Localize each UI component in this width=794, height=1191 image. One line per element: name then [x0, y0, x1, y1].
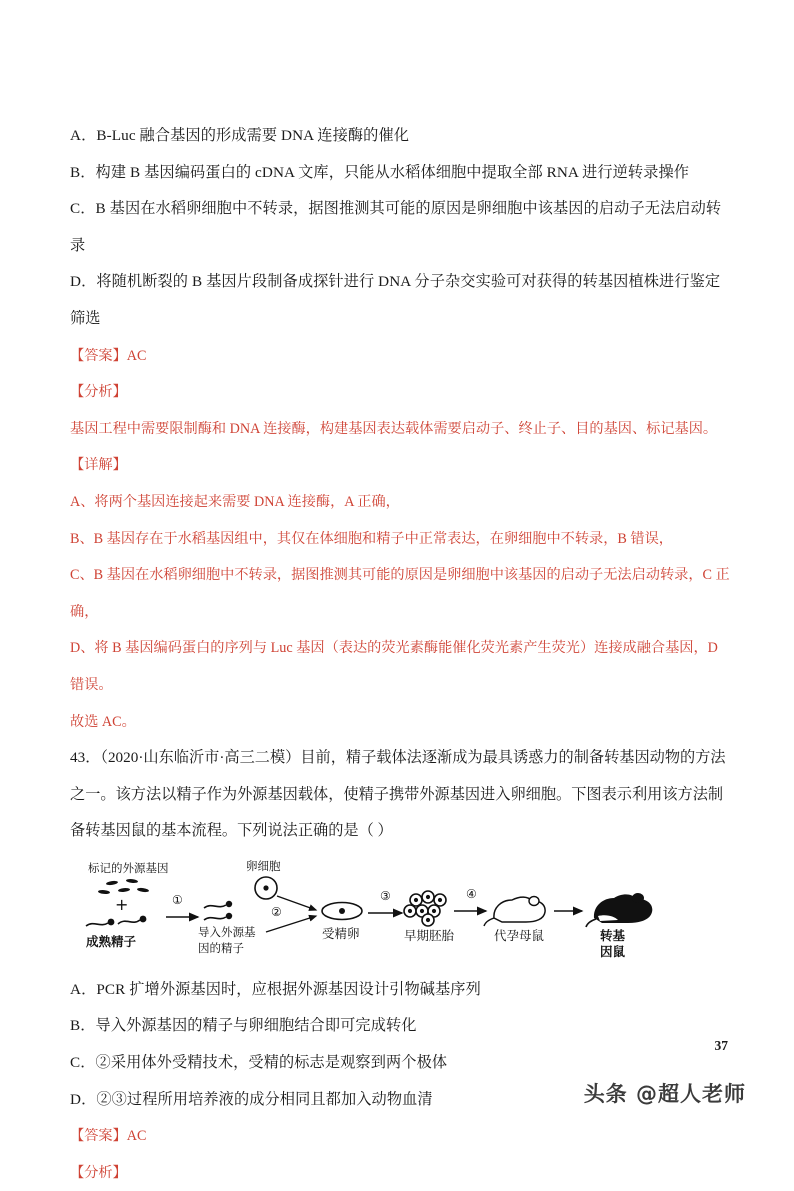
- option-row: [70, 191, 730, 264]
- analysis-tag: 【分析】: [70, 384, 127, 401]
- detail-line: D、将 B 基因编码蛋白的序列与 Luc 基因（表达的荧光素酶能催化荧光素产生荧光）连接成融合基因，D 错误。: [70, 640, 718, 693]
- option-row: [70, 155, 730, 192]
- question-source: （2020·山东临沂市·高三二模）: [100, 749, 301, 767]
- question-body: 目前，精子载体法逐渐成为最具诱惑力的制备转基因动物的方法之一。该方法以精子作为外源基因载体，使精子携带外源基因进入卵细胞。下图表示利用该方法制备转基因鼠的基本流程。下列说法正确的是（ ）: [70, 749, 726, 840]
- option-row: [70, 118, 730, 155]
- figure-label-marked-gene: 标记的外源基因: [88, 860, 169, 875]
- figure-label-transgenic-mouse-2: 因鼠: [600, 943, 626, 959]
- figure-step-4: ④: [466, 886, 477, 901]
- option-text: 将随机断裂的 B 基因片段制备成探针进行 DNA 分子杂交实验可对获得的转基因植株进行鉴定筛选: [70, 273, 721, 327]
- option-label: B．: [70, 163, 96, 181]
- answer-value: AC: [126, 347, 147, 364]
- option-label: C．: [70, 1054, 96, 1072]
- figure-label-fertilized-egg: 受精卵: [322, 925, 360, 941]
- figure-label-egg-cell: 卵细胞: [246, 858, 281, 873]
- figure-label-mature-sperm: 成熟精子: [86, 933, 137, 949]
- answer-line: [70, 1118, 730, 1155]
- question-43-text: [70, 740, 730, 850]
- option-row: [70, 1045, 730, 1082]
- option-row: [70, 972, 730, 1009]
- figure-step-1: ①: [172, 892, 183, 907]
- option-label: C．: [70, 200, 96, 218]
- option-label: D．: [70, 1090, 97, 1108]
- figure-transgenic-mouse-flow: [70, 856, 730, 968]
- question-number: 43．: [70, 749, 101, 767]
- surrogate-mouse-shape: [484, 896, 545, 926]
- marked-gene-fragments: [98, 878, 149, 894]
- figure-label-transformed-sperm-2: 因的精子: [198, 940, 244, 955]
- option-label: A．: [70, 127, 97, 144]
- conclusion-line: 故选 AC。: [70, 713, 136, 730]
- sperm-head: [226, 913, 232, 919]
- question-43-solution: [70, 1118, 730, 1191]
- option-row: [70, 264, 730, 337]
- option-text: 构建 B 基因编码蛋白的 cDNA 文库，只能从水稻体细胞中提取全部 RNA 进行逆转录操作: [95, 163, 690, 181]
- figure-step-2: ②: [271, 904, 282, 919]
- option-label: B．: [70, 1017, 96, 1035]
- option-text: ②采用体外受精技术，受精的标志是观察到两个极体: [95, 1054, 448, 1072]
- page-number: 37: [714, 1038, 728, 1053]
- detail-line: A、将两个基因连接起来需要 DNA 连接酶，A 正确，: [70, 493, 400, 510]
- answer-tag: 【答案】: [70, 347, 127, 364]
- figure-label-transgenic-mouse-1: 转基: [600, 927, 626, 943]
- option-label: D．: [70, 273, 97, 291]
- page-content: [70, 118, 730, 1191]
- transformed-sperm-group: [204, 905, 226, 920]
- question-42-solution: [70, 338, 730, 741]
- early-embryo-group: [404, 891, 446, 926]
- option-label: A．: [70, 980, 97, 998]
- detail-line: C、B 基因在水稻卵细胞中不转录，据图推测其可能的原因是卵细胞中该基因的启动子无法启动转录，C 正确，: [70, 567, 730, 620]
- figure-step-3: ③: [380, 888, 391, 903]
- option-text: B-Luc 融合基因的形成需要 DNA 连接酶的催化: [96, 127, 410, 144]
- question-42-options: [70, 118, 730, 338]
- option-text: ②③过程所用培养液的成分相同且都加入动物血清: [96, 1090, 433, 1108]
- option-text: 导入外源基因的精子与卵细胞结合即可完成转化: [95, 1017, 417, 1035]
- answer-tag: 【答案】: [70, 1128, 127, 1145]
- transgenic-mouse-svg: [586, 856, 686, 968]
- figure-arrow-egg-to-zygote: [277, 896, 316, 910]
- option-text: PCR 扩增外源基因时，应根据外源基因设计引物碱基序列: [96, 980, 481, 998]
- transgenic-mouse-shape: [586, 893, 652, 927]
- figure-label-transformed-sperm-1: 导入外源基: [198, 924, 256, 939]
- option-row: [70, 1008, 730, 1045]
- sperm-head: [226, 901, 232, 907]
- figure-svg: [70, 856, 590, 968]
- figure-plus-sign: +: [115, 894, 129, 914]
- egg-cell-nucleus: [263, 885, 268, 890]
- figure-label-early-embryo: 早期胚胎: [404, 927, 455, 943]
- analysis-text: 基因工程中需要限制酶和 DNA 连接酶，构建基因表达载体需要启动子、终止子、目的基因、标记基因。: [70, 420, 718, 437]
- detail-line: B、B 基因存在于水稻基因组中，其仅在体细胞和精子中正常表达，在卵细胞中不转录，B 错误，: [70, 530, 673, 547]
- figure-label-surrogate-mother: 代孕母鼠: [494, 927, 545, 943]
- watermark-label: 头条 @超人老师: [583, 1082, 746, 1106]
- option-text: B 基因在水稻卵细胞中不转录，据图推测其可能的原因是卵细胞中该基因的启动子无法启动转录: [70, 200, 722, 254]
- detail-tag: 【详解】: [70, 457, 127, 474]
- sperm-head: [108, 918, 115, 925]
- answer-value: AC: [126, 1128, 147, 1145]
- sperm-head: [140, 915, 147, 922]
- question-43-stem: [70, 740, 730, 850]
- analysis-tag: 【分析】: [70, 1164, 127, 1181]
- answer-line: [70, 338, 730, 375]
- fertilized-egg-nucleus: [339, 908, 345, 914]
